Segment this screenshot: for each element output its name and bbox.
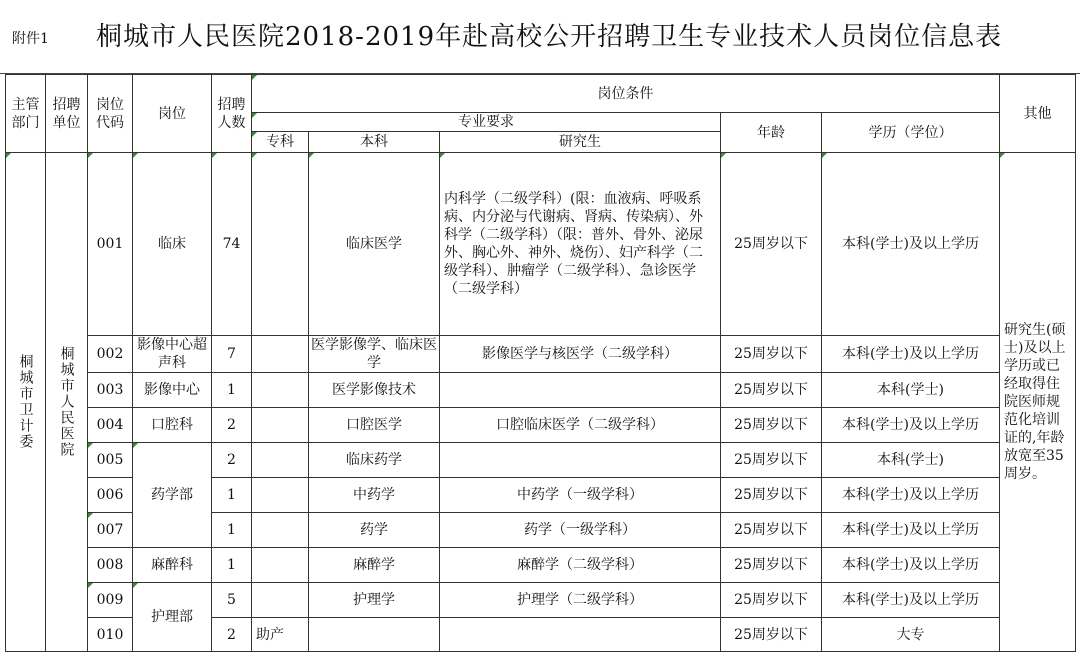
- unit-value: 桐城市人民医院: [58, 346, 75, 458]
- benke-cell: 口腔医学: [309, 408, 440, 443]
- count-cell: 1: [212, 548, 252, 583]
- grad-cell: 药学（一级学科）: [440, 513, 721, 548]
- dept-cell: [6, 153, 46, 652]
- header-dept: 主管部门: [6, 75, 46, 153]
- grad-cell: 影像医学与核医学（二级学科）: [440, 336, 721, 373]
- table-row: [6, 443, 1076, 478]
- benke-cell: 医学影像技术: [309, 373, 440, 408]
- zhuanke-cell: [252, 583, 309, 618]
- post-cell: 临床: [133, 153, 212, 336]
- edu-cell: 本科(学士)及以上学历: [822, 548, 1000, 583]
- header-unit: 招聘单位: [46, 75, 88, 153]
- zhuanke-cell: [252, 513, 309, 548]
- zhuanke-cell: [252, 373, 309, 408]
- zhuanke-cell: [252, 153, 309, 336]
- zhuanke-cell: 助产: [252, 618, 309, 652]
- benke-cell: 医学影像学、临床医学: [309, 336, 440, 373]
- count-cell: 2: [212, 408, 252, 443]
- age-cell: 25周岁以下: [721, 373, 822, 408]
- header-count: 招聘人数: [212, 75, 252, 153]
- grad-cell: 口腔临床医学（二级学科）: [440, 408, 721, 443]
- grad-cell: 护理学（二级学科）: [440, 583, 721, 618]
- zhuanke-cell: [252, 408, 309, 443]
- age-cell: 25周岁以下: [721, 443, 822, 478]
- code-cell: 003: [88, 373, 133, 408]
- edu-cell: 本科(学士)及以上学历: [822, 153, 1000, 336]
- zhuanke-cell: [252, 548, 309, 583]
- header-benke: 本科: [309, 132, 440, 153]
- zhuanke-cell: [252, 336, 309, 373]
- zhuanke-cell: [252, 478, 309, 513]
- table-row: [6, 153, 1076, 336]
- grad-cell: [440, 443, 721, 478]
- header-edu: 学历（学位）: [822, 113, 1000, 153]
- count-cell: 1: [212, 373, 252, 408]
- benke-cell: 护理学: [309, 583, 440, 618]
- header-post: 岗位: [133, 75, 212, 153]
- page-title: 桐城市人民医院2018-2019年赴高校公开招聘卫生专业技术人员岗位信息表: [96, 22, 1003, 52]
- post-cell: 护理部: [133, 583, 212, 652]
- header-grad: 研究生: [440, 132, 721, 153]
- header-age: 年龄: [721, 113, 822, 153]
- header-conditions: 岗位条件: [252, 75, 1000, 113]
- benke-cell: 临床药学: [309, 443, 440, 478]
- header-code: 岗位代码: [88, 75, 133, 153]
- grad-cell: [440, 618, 721, 652]
- code-cell: 009: [88, 583, 133, 618]
- edu-cell: 本科(学士): [822, 443, 1000, 478]
- other-cell: 研究生(硕士)及以上学历或已经取得住院医师规范化培训证的,年龄放宽至35周岁。: [1000, 153, 1076, 652]
- benke-cell: 中药学: [309, 478, 440, 513]
- age-cell: 25周岁以下: [721, 583, 822, 618]
- benke-cell: [309, 618, 440, 652]
- code-cell: 007: [88, 513, 133, 548]
- header-major-req: 专业要求: [252, 113, 721, 132]
- count-cell: 2: [212, 618, 252, 652]
- post-cell: 影像中心超声科: [133, 336, 212, 373]
- age-cell: 25周岁以下: [721, 548, 822, 583]
- table-row: [6, 548, 1076, 583]
- zhuanke-cell: [252, 443, 309, 478]
- grad-cell: [440, 373, 721, 408]
- post-cell: 影像中心: [133, 373, 212, 408]
- code-cell: 002: [88, 336, 133, 373]
- grad-cell: 中药学（一级学科）: [440, 478, 721, 513]
- edu-cell: 本科(学士)及以上学历: [822, 408, 1000, 443]
- benke-cell: 药学: [309, 513, 440, 548]
- count-cell: 2: [212, 443, 252, 478]
- edu-cell: 本科(学士)及以上学历: [822, 336, 1000, 373]
- code-cell: 008: [88, 548, 133, 583]
- code-cell: 010: [88, 618, 133, 652]
- table-row: [6, 336, 1076, 373]
- header-other: 其他: [1000, 75, 1076, 153]
- age-cell: 25周岁以下: [721, 618, 822, 652]
- job-info-table: [5, 74, 1076, 652]
- count-cell: 1: [212, 513, 252, 548]
- benke-cell: 临床医学: [309, 153, 440, 336]
- edu-cell: 本科(学士)及以上学历: [822, 583, 1000, 618]
- post-cell: 药学部: [133, 443, 212, 548]
- count-cell: 7: [212, 336, 252, 373]
- edu-cell: 本科(学士)及以上学历: [822, 513, 1000, 548]
- edu-cell: 大专: [822, 618, 1000, 652]
- dept-value: 桐城市卫计委: [17, 354, 34, 450]
- code-cell: 005: [88, 443, 133, 478]
- table-row: [6, 408, 1076, 443]
- unit-cell: [46, 153, 88, 652]
- code-cell: 001: [88, 153, 133, 336]
- table-row: [6, 373, 1076, 408]
- count-cell: 1: [212, 478, 252, 513]
- grad-cell: 麻醉学（二级学科）: [440, 548, 721, 583]
- edu-cell: 本科(学士): [822, 373, 1000, 408]
- header-zhuanke: 专科: [252, 132, 309, 153]
- post-cell: 麻醉科: [133, 548, 212, 583]
- count-cell: 74: [212, 153, 252, 336]
- annex-label: 附件1: [12, 31, 49, 47]
- age-cell: 25周岁以下: [721, 478, 822, 513]
- code-cell: 006: [88, 478, 133, 513]
- count-cell: 5: [212, 583, 252, 618]
- age-cell: 25周岁以下: [721, 336, 822, 373]
- grad-cell: 内科学（二级学科）(限：血液病、呼吸系病、内分泌与代谢病、肾病、传染病）、外科学（二级学科）（限：普外、骨外、泌尿外、胸心外、神外、烧伤）、妇产科学（二级学科）、肿瘤学（二级学科）、急诊医学（二级学科）: [440, 153, 721, 336]
- benke-cell: 麻醉学: [309, 548, 440, 583]
- table-row: [6, 583, 1076, 618]
- post-cell: 口腔科: [133, 408, 212, 443]
- age-cell: 25周岁以下: [721, 153, 822, 336]
- code-cell: 004: [88, 408, 133, 443]
- age-cell: 25周岁以下: [721, 408, 822, 443]
- edu-cell: 本科(学士)及以上学历: [822, 478, 1000, 513]
- age-cell: 25周岁以下: [721, 513, 822, 548]
- document-header: [0, 0, 1080, 74]
